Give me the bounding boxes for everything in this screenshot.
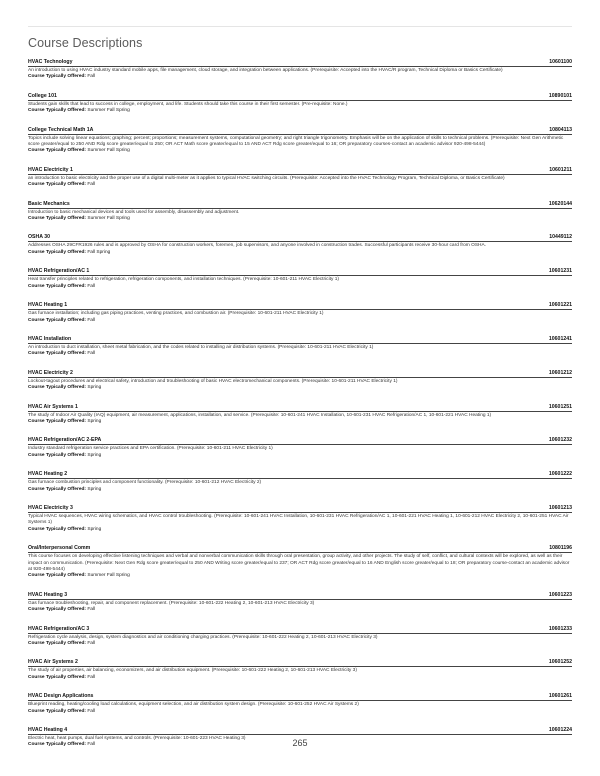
offered-label: Course Typically Offered: (28, 486, 87, 492)
offered-label: Course Typically Offered: (28, 182, 87, 188)
course-header (28, 127, 572, 133)
offered-label: Course Typically Offered: (28, 385, 87, 391)
offered-label: Course Typically Offered: (28, 283, 87, 289)
course-divider (28, 66, 572, 67)
course-description: Lockout-tagout procedures and electrical safety, introduction and troubleshooting of basic HVAC electromechanical components. (Prerequisite: 10-601-211 HVAC Electricity 1) (28, 378, 398, 384)
course-header (28, 727, 572, 733)
offered-terms: Spring (87, 418, 102, 424)
course-entry (28, 234, 572, 256)
course-header (28, 59, 572, 65)
course-entry (28, 370, 572, 392)
course-name: HVAC Heating 4 (28, 727, 68, 734)
offered-terms: Fall (87, 283, 96, 289)
course-offered (28, 607, 572, 613)
offered-label: Course Typically Offered: (28, 607, 87, 613)
course-header (28, 336, 572, 342)
course-code: 10801196 (549, 545, 572, 552)
course-offered (28, 453, 572, 459)
course-name: HVAC Refrigeration/AC 1 (28, 268, 90, 275)
course-description: The study of air properties, air balancing, economizers, and air distribution equipment. (Prerequisite: 10-601-222 Heating 2, 10-601-213 HVAC Electricity 3) (28, 668, 357, 674)
course-name: HVAC Electricity 3 (28, 504, 73, 511)
course-code: 10601252 (548, 659, 572, 666)
course-name: HVAC Electricity 2 (28, 369, 73, 376)
course-offered (28, 709, 572, 715)
course-entry (28, 127, 572, 155)
course-name: HVAC Installation (28, 335, 72, 342)
course-code: 10601241 (548, 335, 572, 342)
offered-terms: Fall (87, 182, 96, 188)
offered-terms: Fall Spring (87, 249, 111, 255)
course-entry (28, 505, 572, 533)
course-offered (28, 573, 572, 579)
offered-label: Course Typically Offered: (28, 641, 87, 647)
course-entry (28, 659, 572, 681)
course-divider (28, 134, 572, 135)
course-divider (28, 478, 572, 479)
offered-label: Course Typically Offered: (28, 108, 87, 114)
course-offered (28, 641, 572, 647)
course-description: Typical HVAC sequences, HVAC wiring schematics, and HVAC control troubleshooting. (Prerequisite: 10-601-241 HVAC Installation, 10-601-231 HVAC Refrigeration/AC 1, 10-601-221 HVAC Heating 1, 10-601-212 HVAC Electricity 2, 10-601-251 HVAC Air Systems 1) (28, 513, 569, 526)
offered-label: Course Typically Offered: (28, 526, 87, 532)
offered-label: Course Typically Offered: (28, 708, 87, 714)
course-description: Industry standard refrigeration service practices and EPA certification. (Prerequisite: 10-601-211 HVAC Electricity 1) (28, 446, 273, 452)
offered-label: Course Typically Offered: (28, 317, 87, 323)
course-offered (28, 675, 572, 681)
course-header (28, 370, 572, 376)
offered-terms: Spring (87, 385, 102, 391)
offered-terms: Fall (87, 742, 96, 748)
course-code: 10449112 (549, 234, 572, 241)
offered-terms: Fall (87, 641, 96, 647)
course-code: 10601213 (548, 504, 572, 511)
offered-terms: Summer Fall Spring (87, 148, 130, 154)
offered-label: Course Typically Offered: (28, 351, 87, 357)
course-offered (28, 351, 572, 357)
course-description: The study of Indoor Air Quality (IAQ) equipment, air measurement, applications, installation, and service. (Prerequisite: 10-601-241 HVAC Installation, 10-601-231 HVAC Refrigeration/AC 1, 10-601-221 HVAC Heating 1) (28, 412, 492, 418)
course-header (28, 659, 572, 665)
course-entry (28, 404, 572, 426)
course-header (28, 167, 572, 173)
offered-label: Course Typically Offered: (28, 452, 87, 458)
offered-label: Course Typically Offered: (28, 249, 87, 255)
offered-label: Course Typically Offered: (28, 674, 87, 680)
offered-terms: Fall (87, 708, 96, 714)
course-code: 10601212 (548, 369, 572, 376)
course-divider (28, 512, 572, 513)
course-code: 10601211 (549, 166, 572, 173)
course-code: 10601261 (548, 693, 572, 700)
course-description: Heat transfer principles related to refrigeration, refrigeration components, and installation techniques. (Prerequisite: 10-601-211 HVAC Electricity 1) (28, 277, 339, 283)
course-entry (28, 201, 572, 223)
course-offered (28, 182, 572, 188)
offered-terms: Spring (87, 526, 102, 532)
offered-terms: Fall (87, 607, 96, 613)
course-offered (28, 487, 572, 493)
course-header (28, 404, 572, 410)
course-header (28, 234, 572, 240)
course-header (28, 302, 572, 308)
course-entry (28, 336, 572, 358)
offered-label: Course Typically Offered: (28, 742, 87, 748)
course-description: an introduction to basic electricity and the proper use of a digital multi-meter as it applies to typical HVAC switching circuits. (Prerequisite: Accepted into the HVAC Technology Program, Technical Diploma, or Basics Certificate) (28, 175, 505, 181)
course-divider (28, 599, 572, 600)
course-entry (28, 437, 572, 459)
top-divider (28, 26, 572, 27)
course-offered (28, 284, 572, 290)
course-name: College Technical Math 1A (28, 126, 94, 133)
offered-terms: Fall (87, 74, 96, 80)
course-name: OSHA 30 (28, 234, 51, 241)
offered-label: Course Typically Offered: (28, 148, 87, 154)
course-list (28, 59, 572, 761)
course-header (28, 626, 572, 632)
course-offered (28, 74, 572, 80)
offered-terms: Fall (87, 351, 96, 357)
offered-terms: Summer Fall Spring (87, 216, 130, 222)
course-header (28, 268, 572, 274)
course-header (28, 93, 572, 99)
course-entry (28, 59, 572, 81)
course-code: 10601233 (548, 625, 572, 632)
course-code: 10620144 (548, 200, 572, 207)
course-description: Gas furnace troubleshooting, repair, and component replacement. (Prerequisite: 10-601-222 Heating 2, 10-601-213 HVAC Electricity 3) (28, 600, 315, 606)
course-divider (28, 734, 572, 735)
offered-terms: Spring (87, 486, 102, 492)
course-code: 10601251 (548, 403, 572, 410)
offered-label: Course Typically Offered: (28, 216, 87, 222)
course-entry (28, 626, 572, 648)
course-description: Addresses OSHA 29CFR1926 rules and is approved by OSHA for construction workers, foremen, job supervisors, and anyone involved in construction trades. Successful participants receive 30-hour card from OSHA. (28, 243, 487, 249)
course-description: Introduction to basic mechanical devices and tools used for assembly, disassembly and adjustment. (28, 209, 240, 215)
course-code: 10601222 (548, 471, 572, 478)
course-header (28, 505, 572, 511)
course-code: 10601100 (549, 59, 572, 65)
course-description: Gas furnace installation; including gas piping practices, venting practices, and combustion air. (Prerequisite: 10-601-211 HVAC Electricity 1) (28, 311, 324, 317)
course-name: Basic Mechanics (28, 200, 70, 207)
course-description: Blueprint reading, heating/cooling load calculations, equipment selection, and air distribution system design. (Prerequisite: 10-601-252 HVAC Air Systems 2) (28, 702, 359, 708)
course-name: HVAC Heating 2 (28, 471, 68, 478)
course-offered (28, 385, 572, 391)
course-entry (28, 302, 572, 324)
course-description: Topics include solving linear equations; graphing; percent; proportions; measurement systems, computational geometry; and right triangle trigonometry. Emphasis will be on the application of skills to technical problems. (Prerequisite: Next Gen Arithmetic score greater/equal to 250 AND Rdg score greater/equal to 250; OR ACT Math score greater/equal to 15 AND ACT Rdg score greater/equal to 16; OR preparatory courses-contact an academic advisor 920-498-5444) (28, 135, 564, 148)
course-description: Gas furnace combustion principles and component functionality. (Prerequisite: 10-601-212 HVAC Electricity 2) (28, 480, 262, 486)
page-number: 265 (292, 738, 308, 748)
offered-terms: Fall (87, 317, 96, 323)
course-code: 10601231 (548, 268, 572, 275)
course-code: 10601223 (548, 591, 572, 598)
course-header (28, 471, 572, 477)
course-offered (28, 527, 572, 533)
course-code: 10601232 (548, 437, 572, 444)
course-offered (28, 108, 572, 114)
course-description: Students gain skills that lead to success in college, employment, and life. Students should take this course in their first semester. (Pre-requisite: None.) (28, 101, 348, 107)
course-name: HVAC Air Systems 2 (28, 659, 78, 666)
course-entry (28, 545, 572, 580)
course-divider (28, 100, 572, 101)
course-header (28, 201, 572, 207)
course-description: An introduction to duct installation, sheet metal fabrication, and the codes related to installing air distribution systems. (Prerequisite: 10-601-211 HVAC Electricity 1) (28, 344, 374, 350)
course-name: HVAC Refrigeration/AC 3 (28, 625, 90, 632)
page-title: Course Descriptions (28, 36, 143, 50)
course-name: HVAC Heating 1 (28, 302, 68, 309)
offered-terms: Fall (87, 674, 96, 680)
course-description: This course focuses on developing effective listening techniques and verbal and nonverbal communication skills through oral presentation, group activity, and other projects. The study of self, conflict, and cultural contexts will be explored, as well as their impact on communication. (Prerequisite: Next Gen Rdg score greater/equal to 250 AND Writing score greater/equal to 237; OR ACT Rdg score greater/equal to 16 AND English score greater/equal to 18; OR preparatory course-contact an academic advisor at 920-498-5444) (28, 554, 570, 572)
course-name: HVAC Design Applications (28, 693, 94, 700)
course-divider (28, 411, 572, 412)
course-entry (28, 268, 572, 290)
offered-label: Course Typically Offered: (28, 418, 87, 424)
course-divider (28, 174, 572, 175)
course-description: An introduction to using HVAC industry standard mobile apps, file management, cloud storage, and integration between applications. (Prerequisite: Accepted into the HVAC/R program, Technical Diploma or Basics Certificate) (28, 68, 503, 73)
course-divider (28, 633, 572, 634)
course-divider (28, 377, 572, 378)
course-offered (28, 216, 572, 222)
course-divider (28, 343, 572, 344)
course-divider (28, 309, 572, 310)
offered-terms: Summer Fall Spring (87, 108, 130, 114)
course-name: HVAC Refrigeration/AC 2-EPA (28, 437, 102, 444)
course-offered (28, 148, 572, 154)
offered-label: Course Typically Offered: (28, 573, 87, 579)
course-name: HVAC Heating 3 (28, 591, 68, 598)
course-code: 10804113 (549, 126, 572, 133)
course-offered (28, 250, 572, 256)
course-offered (28, 318, 572, 324)
course-divider (28, 208, 572, 209)
course-header (28, 437, 572, 443)
course-code: 10601221 (548, 302, 572, 309)
course-code: 10890101 (548, 92, 572, 99)
course-header (28, 545, 572, 551)
offered-terms: Summer Fall Spring (87, 573, 130, 579)
course-header (28, 592, 572, 598)
course-entry (28, 167, 572, 189)
course-name: Oral/Interpersonal Comm (28, 545, 91, 552)
course-header (28, 693, 572, 699)
course-entry (28, 93, 572, 115)
course-description: Electric heat, heat pumps, dual fuel systems, and controls. (Prerequisite: 10-601-223 HVAC Heating 3) (28, 736, 246, 742)
course-name: College 101 (28, 92, 57, 99)
course-code: 10601224 (548, 727, 572, 734)
course-name: HVAC Air Systems 1 (28, 403, 78, 410)
offered-terms: Spring (87, 452, 102, 458)
course-description: Refrigeration cycle analysis, design, system diagnostics and air conditioning charging practices. (Prerequisite: 10-601-222 Heating 2, 10-601-213 HVAC Electricity 3) (28, 634, 378, 640)
course-entry (28, 592, 572, 614)
course-name: HVAC Electricity 1 (28, 166, 73, 173)
offered-label: Course Typically Offered: (28, 74, 87, 80)
course-offered (28, 419, 572, 425)
course-entry (28, 471, 572, 493)
course-name: HVAC Technology (28, 59, 73, 65)
course-entry (28, 693, 572, 715)
